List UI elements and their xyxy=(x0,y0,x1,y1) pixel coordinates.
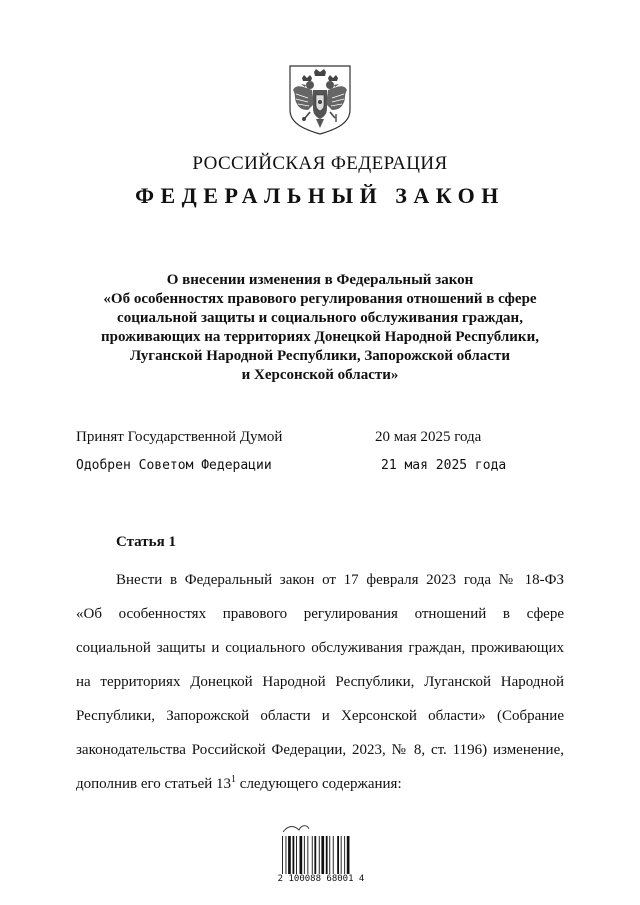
law-title-line: проживающих на территориях Донецкой Народной Республики, xyxy=(101,329,539,345)
barcode-bars xyxy=(282,836,350,874)
council-approval-label: Одобрен Советом Федерации xyxy=(76,458,272,473)
article-body-line: законодательства Российской Федерации, 2023, № 8, ст. 1196) изменение, xyxy=(76,742,564,758)
law-title-line: Луганской Народной Республики, Запорожской области xyxy=(130,348,510,364)
law-title xyxy=(70,271,570,385)
state-emblem-icon xyxy=(288,64,352,136)
article-body-text: следующего содержания: xyxy=(236,776,402,792)
duma-adoption-date: 20 мая 2025 года xyxy=(375,429,482,445)
law-title-line: «Об особенностях правового регулирования отношений в сфере xyxy=(103,291,537,307)
article-body-line: Республики, Запорожской области и Херсонской области» (Собрание xyxy=(76,708,564,724)
article-heading: Статья 1 xyxy=(116,534,176,550)
law-title-line: и Херсонской области» xyxy=(241,367,399,383)
article-body-line: Внести в Федеральный закон от 17 февраля 2023 года № 18-ФЗ xyxy=(116,572,564,588)
article-body-text: дополнив его статьей 13 xyxy=(76,776,232,792)
article-body xyxy=(76,563,564,801)
duma-adoption-label: Принят Государственной Думой xyxy=(76,429,283,445)
council-approval-date: 21 мая 2025 года xyxy=(381,458,507,473)
article-body-line: на территориях Донецкой Народной Республики, Луганской Народной xyxy=(76,674,564,690)
article-body-line: «Об особенностях правового регулирования отношений в сфере xyxy=(76,606,564,622)
document-type: ФЕДЕРАЛЬНЫЙ ЗАКОН xyxy=(135,183,505,208)
law-title-line: социальной защиты и социального обслуживания граждан, xyxy=(117,310,523,326)
state-name: РОССИЙСКАЯ ФЕДЕРАЦИЯ xyxy=(192,153,448,174)
article-body-line: социальной защиты и социального обслуживания граждан, проживающих xyxy=(76,640,564,656)
article-body-line xyxy=(76,767,564,801)
article-number-superscript: 1 xyxy=(231,774,237,785)
barcode-digits: 2 100088 68001 4 xyxy=(277,874,365,884)
barcode xyxy=(281,822,363,876)
law-title-line: О внесении изменения в Федеральный закон xyxy=(166,272,474,288)
